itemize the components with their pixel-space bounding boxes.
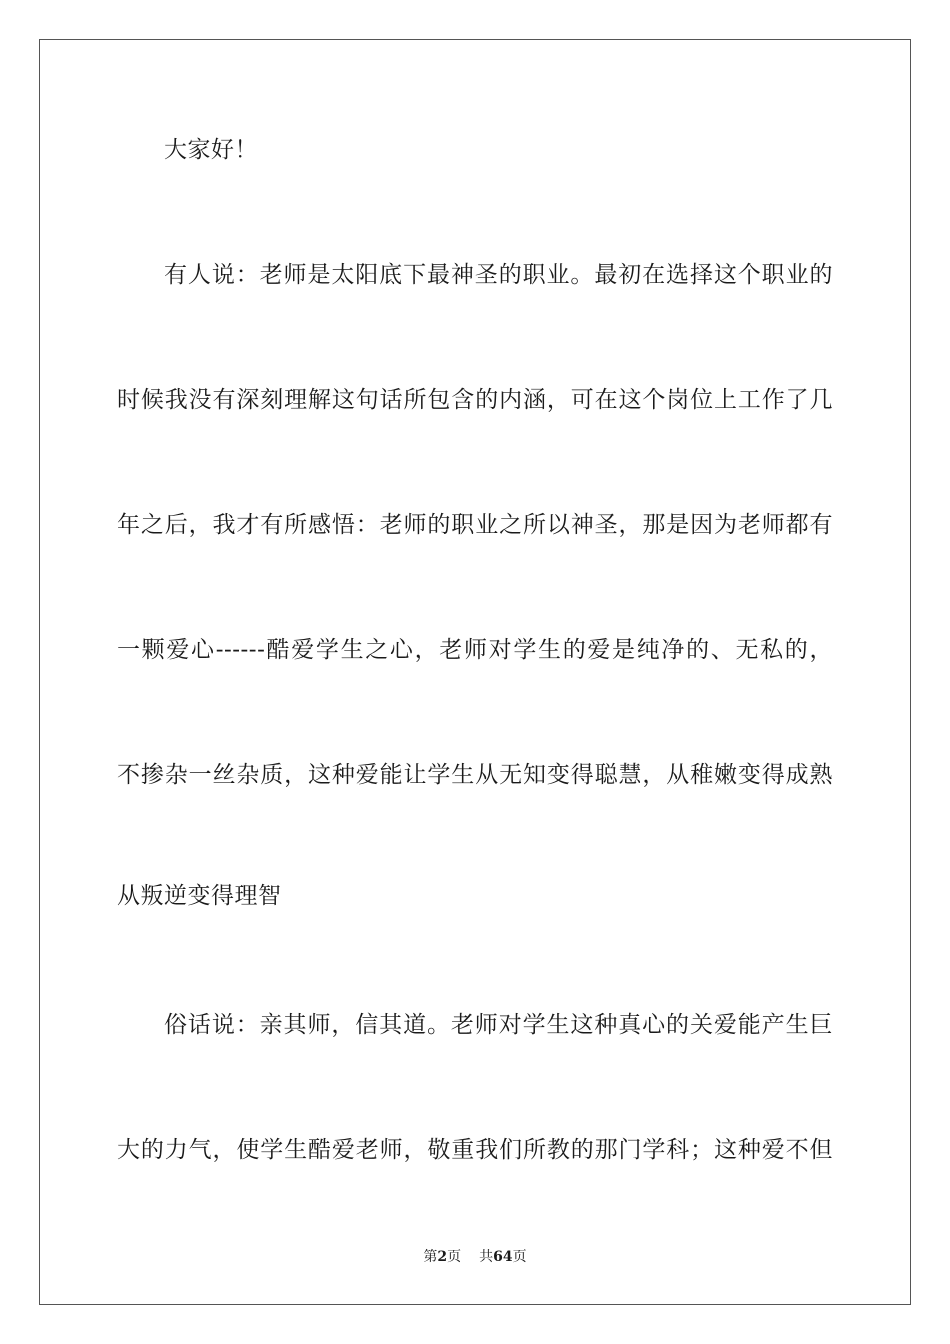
total-label-suffix: 页 bbox=[512, 1249, 527, 1265]
paragraph-line: 一颗爱心------酷爱学生之心，老师对学生的爱是纯净的、无私的， bbox=[117, 637, 833, 663]
page-frame bbox=[39, 39, 911, 1305]
page-footer bbox=[0, 1248, 950, 1266]
page-label-prefix: 第 bbox=[423, 1249, 438, 1265]
greeting-line: 大家好！ bbox=[164, 137, 258, 163]
total-label-prefix: 共 bbox=[479, 1249, 494, 1265]
page-label-suffix: 页 bbox=[447, 1249, 462, 1265]
paragraph-line: 年之后，我才有所感悟：老师的职业之所以神圣，那是因为老师都有 bbox=[117, 512, 833, 538]
paragraph-line: 不掺杂一丝杂质，这种爱能让学生从无知变得聪慧，从稚嫩变得成熟 bbox=[117, 762, 833, 788]
total-pages: 64 bbox=[493, 1249, 513, 1265]
paragraph-line: 俗话说：亲其师，信其道。老师对学生这种真心的关爱能产生巨 bbox=[164, 1012, 833, 1038]
paragraph-line: 有人说：老师是太阳底下最神圣的职业。最初在选择这个职业的 bbox=[164, 262, 833, 288]
paragraph-line: 时候我没有深刻理解这句话所包含的内涵，可在这个岗位上工作了几 bbox=[117, 387, 833, 413]
paragraph-line: 从叛逆变得理智 bbox=[117, 883, 282, 909]
paragraph-line: 大的力气，使学生酷爱老师，敬重我们所教的那门学科；这种爱不但 bbox=[117, 1137, 833, 1163]
page-number: 2 bbox=[437, 1249, 448, 1265]
